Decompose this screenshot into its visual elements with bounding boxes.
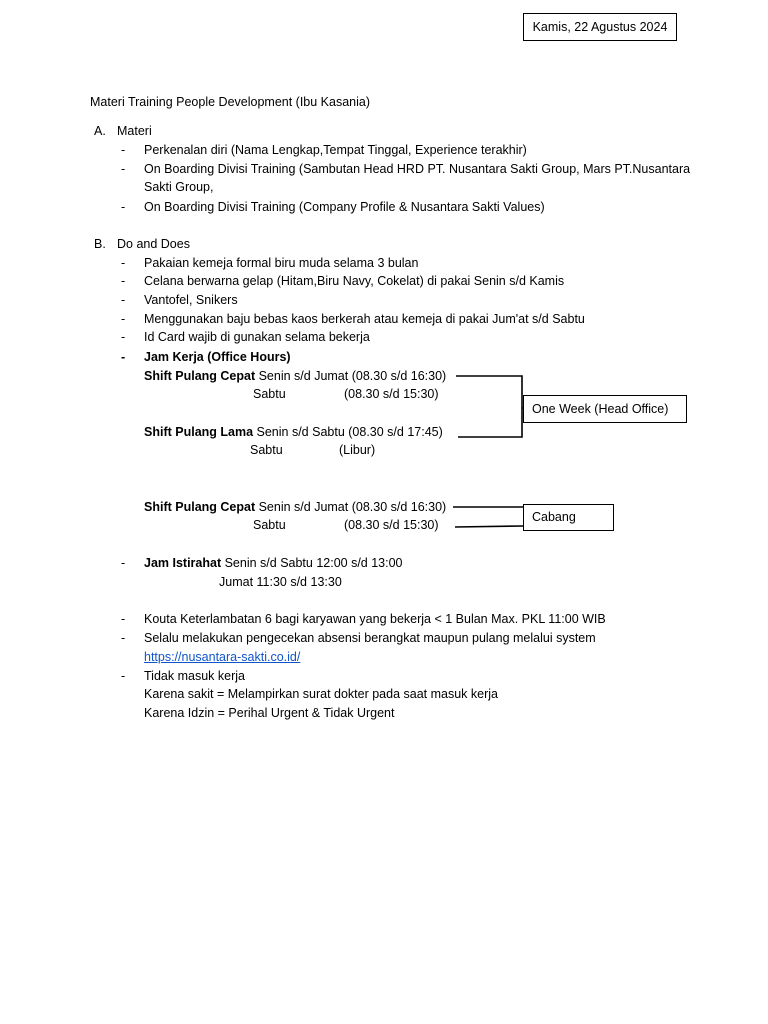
list-item: Selalu melakukan pengecekan absensi berangkat maupun pulang melalui system [144,631,596,645]
section-a-letter: A. [94,124,106,138]
cabang-label: Cabang [532,510,576,524]
bullet-dash: - [121,256,126,270]
list-item-continuation: Karena sakit = Melampirkan surat dokter pada saat masuk kerja [144,687,498,701]
bullet-dash: - [121,143,126,157]
list-item: Perkenalan diri (Nama Lengkap,Tempat Tinggal, Experience terakhir) [144,143,527,157]
list-item: On Boarding Divisi Training (Company Profile & Nusantara Sakti Values) [144,200,545,214]
shift-day: Sabtu [253,387,286,401]
shift-day: Sabtu [253,518,286,532]
head-office-bracket [456,376,524,437]
list-item: Pakaian kemeja formal biru muda selama 3 bulan [144,256,419,270]
list-item: Vantofel, Snikers [144,293,238,307]
bullet-dash: - [121,350,126,364]
list-item: Tidak masuk kerja [144,669,245,683]
list-item-continuation: Sakti Group, [144,180,214,194]
bullet-dash: - [121,200,126,214]
list-item: Kouta Keterlambatan 6 bagi karyawan yang bekerja < 1 Bulan Max. PKL 11:00 WIB [144,612,606,626]
list-item: Menggunakan baju bebas kaos berkerah atau kemeja di pakai Jum'at s/d Sabtu [144,312,585,326]
section-b-heading: Do and Does [117,237,190,251]
list-item: Id Card wajib di gunakan selama bekerja [144,330,370,344]
list-item-continuation: Karena Idzin = Perihal Urgent & Tidak Urgent [144,706,395,720]
bullet-dash: - [121,330,126,344]
jam-kerja-heading: Jam Kerja (Office Hours) [144,350,291,364]
list-item: Celana berwarna gelap (Hitam,Biru Navy, Cokelat) di pakai Senin s/d Kamis [144,274,565,288]
bullet-dash: - [121,312,126,326]
section-a-heading: Materi [117,124,152,138]
shift-schedule: Senin s/d Sabtu (08.30 s/d 17:45) [253,425,443,439]
bullet-dash: - [121,631,126,645]
shift-label: Shift Pulang Cepat [144,500,256,514]
shift-label: Shift Pulang Cepat [144,369,256,383]
shift-schedule: Senin s/d Jumat (08.30 s/d 16:30) [255,500,447,514]
bullet-dash: - [121,162,126,176]
istirahat-label: Jam Istirahat [144,556,222,570]
page-title: Materi Training People Development (Ibu Kasania) [90,95,371,109]
list-item: On Boarding Divisi Training (Sambutan Head HRD PT. Nusantara Sakti Group, Mars PT.Nusantara [144,162,691,176]
bullet-dash: - [121,274,126,288]
bullet-dash: - [121,293,126,307]
section-b-letter: B. [94,237,106,251]
system-link[interactable]: https://nusantara-sakti.co.id/ [144,650,301,664]
date-text: Kamis, 22 Agustus 2024 [532,20,668,34]
istirahat-jumat: Jumat 11:30 s/d 13:30 [219,575,342,589]
shift-label: Shift Pulang Lama [144,425,254,439]
cabang-connector-bottom [455,526,524,527]
bullet-dash: - [121,612,126,626]
head-office-label: One Week (Head Office) [532,402,669,416]
shift-time: (08.30 s/d 15:30) [344,518,439,532]
jam-istirahat-line [144,554,403,573]
shift-time: (08.30 s/d 15:30) [344,387,439,401]
shift-time: (Libur) [339,443,376,457]
bullet-dash: - [121,556,126,570]
shift-schedule: Senin s/d Jumat (08.30 s/d 16:30) [255,369,447,383]
istirahat-schedule: Senin s/d Sabtu 12:00 s/d 13:00 [221,556,403,570]
shift-day: Sabtu [250,443,283,457]
bullet-dash: - [121,669,126,683]
